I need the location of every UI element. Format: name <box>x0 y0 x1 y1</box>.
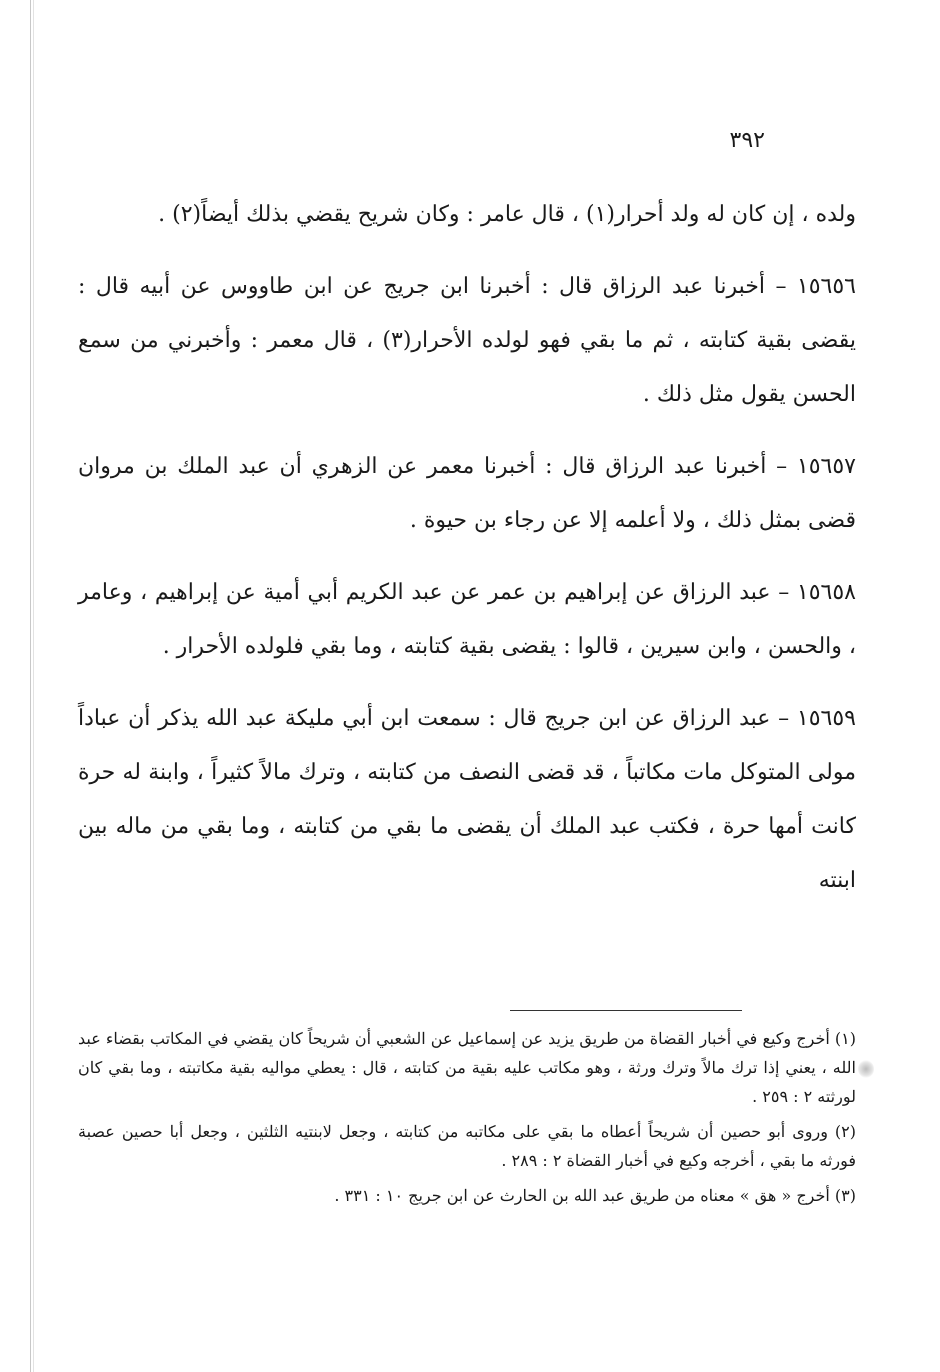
paragraph-15658: ١٥٦٥٨ – عبد الرزاق عن إبراهيم بن عمر عن عبد الكريم أبي أمية عن إبراهيم ، وعامر ، والحسن ، وابن سيرين ، قالوا : يقضى بقية كتابته ، وما بقي فلولده الأحرار . <box>78 580 856 659</box>
paragraph-15657: ١٥٦٥٧ – أخبرنا عبد الرزاق قال : أخبرنا معمر عن الزهري أن عبد الملك بن مروان قضى بمثل ذلك ، ولا أعلمه إلا عن رجاء بن حيوة . <box>78 454 856 533</box>
footnote-2: (٢) وروى أبو حصين أن شريحاً أعطاه ما بقي على مكاتبه من كتابته ، وجعل لابنتيه الثلثين ، وجعل أبا حصين عصبة فورثه ما بقي ، أخرجه وكيع في أخبار القضاة ٢ : ٢٨٩ . <box>78 1122 856 1170</box>
main-text <box>78 188 856 926</box>
footnote-separator <box>510 1010 742 1011</box>
page-number: ٣٩٢ <box>729 128 765 153</box>
ink-smudge <box>858 1060 874 1078</box>
footnote-1: (١) أخرج وكيع في أخبار القضاة من طريق يزيد عن إسماعيل عن الشعبي أن شريحاً كان يقضي في المكاتب بقضاء عبد الله ، يعني إذا ترك مالاً وترك ورثة ، وهو مكاتب عليه بقية من كتابته ، قال : يعطي مواليه بقية مكاتبته ، وما بقي كان لورثته ٢ : ٢٥٩ . <box>78 1029 857 1106</box>
paragraph-15656: ١٥٦٥٦ – أخبرنا عبد الرزاق قال : أخبرنا ابن جريج عن ابن طاووس عن أبيه قال : يقضى بقية كتابته ، ثم ما بقي فهو لولده الأحرار(٣) ، قال معمر : وأخبرني من سمع الحسن يقول مثل ذلك . <box>78 274 856 407</box>
paragraph-continuation: ولده ، إن كان له ولد أحرار(١) ، قال عامر : وكان شريح يقضي بذلك أيضاً(٢) . <box>158 202 856 227</box>
page-margin-line <box>30 0 31 1372</box>
footnote-3: (٣) أخرج « هق » معناه من طريق عبد الله بن الحارث عن ابن جريج ١٠ : ٣٣١ . <box>334 1186 856 1205</box>
paragraph-15659: ١٥٦٥٩ – عبد الرزاق عن ابن جريج قال : سمعت ابن أبي مليكة عبد الله يذكر أن عباداً مولى المتوكل مات مكاتباً ، قد قضى النصف من كتابته ، وترك مالاً كثيراً ، وابنة له حرة كانت أمها حرة ، فكتب عبد الملك أن يقضى ما بقي من كتابته ، وما بقي من ماله بين ابنته <box>78 706 856 893</box>
footnotes <box>78 1024 856 1216</box>
page-margin-line-inner <box>33 0 34 1372</box>
